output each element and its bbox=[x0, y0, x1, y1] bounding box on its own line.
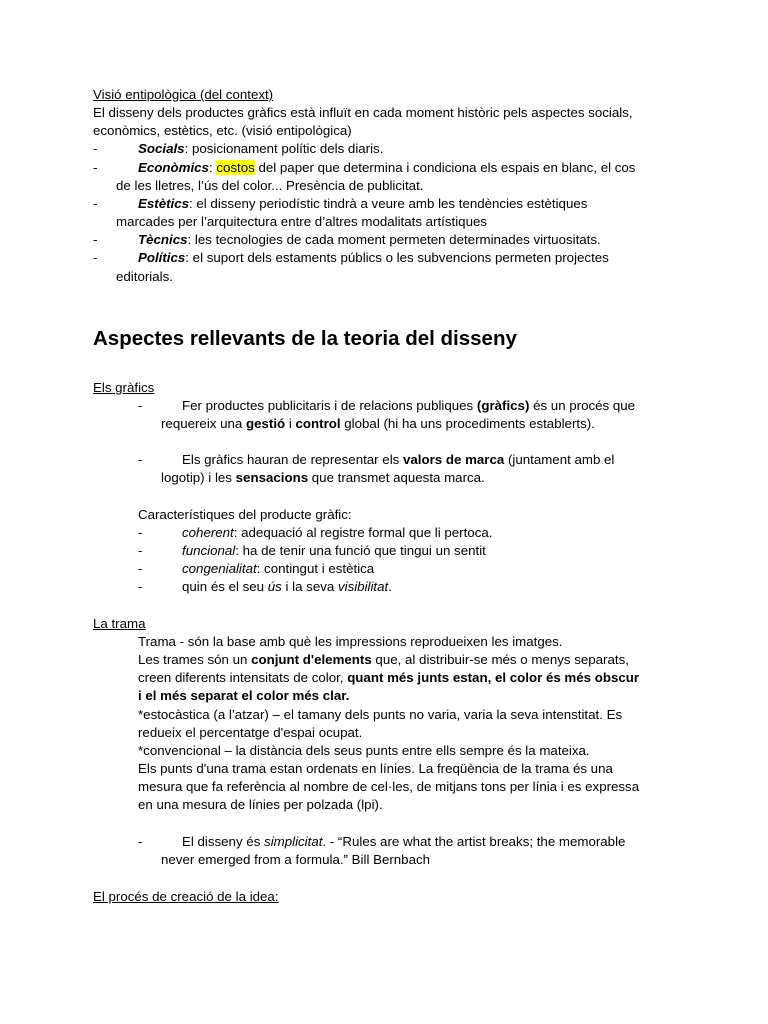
paragraph-line: redueix el percentatge d'espai ocupat. bbox=[138, 725, 363, 740]
paragraph-line: mesura que fa referència al nombre de cel·les, de mitjans tons per línia i es expressa bbox=[138, 779, 640, 794]
list-item-grafics-2: Els gràfics hauran de representar els valors de marca (juntament amb el bbox=[182, 452, 615, 467]
section-heading-visio: Visió entipològica (del context) bbox=[93, 87, 274, 102]
list-item-continuation: de les lletres, l’ús del color... Presència de publicitat. bbox=[116, 178, 424, 193]
list-dash: - bbox=[138, 398, 143, 413]
paragraph-line: Les trames són un conjunt d'elements que, al distribuir-se més o menys separats, bbox=[138, 652, 629, 667]
section-heading-proces: El procés de creació de la idea: bbox=[93, 889, 279, 904]
list-dash: - bbox=[93, 196, 98, 211]
list-item-funcional: funcional: ha de tenir una funció que tingui un sentit bbox=[182, 543, 486, 558]
list-dash: - bbox=[93, 232, 98, 247]
list-item-continuation: marcades per l’arquitectura entre d’altres modalitats artístiques bbox=[116, 214, 488, 229]
paragraph-line: El disseny dels productes gràfics està influït en cada moment històric pels aspectes socials, bbox=[93, 105, 633, 120]
list-item-coherent: coherent: adequació al registre formal que li pertoca. bbox=[182, 525, 493, 540]
list-dash: - bbox=[138, 561, 143, 576]
list-dash: - bbox=[93, 250, 98, 265]
paragraph-line: *estocàstica (a l’atzar) – el tamany dels punts no varia, varia la seva intenstitat. Es bbox=[138, 707, 623, 722]
paragraph-line: *convencional – la distància dels seus punts entre ells sempre és la mateixa. bbox=[138, 743, 590, 758]
paragraph-line: creen diferents intensitats de color, quant més junts estan, el color és més obscur bbox=[138, 670, 640, 685]
list-item-us: quin és el seu ús i la seva visibilitat. bbox=[182, 579, 392, 594]
list-item-continuation: requereix una gestió i control global (hi ha uns procediments establerts). bbox=[161, 416, 595, 431]
list-item-politics: Polítics: el suport dels estaments públics o les subvencions permeten projectes bbox=[138, 250, 609, 265]
paragraph-line: econòmics, estètics, etc. (visió entipològica) bbox=[93, 123, 352, 138]
list-dash: - bbox=[138, 452, 143, 467]
paragraph-line: i el més separat el color més clar. bbox=[138, 688, 350, 703]
list-item-grafics-1: Fer productes publicitaris i de relacions publiques (gràfics) és un procés que bbox=[182, 398, 636, 413]
section-heading-grafics: Els gràfics bbox=[93, 380, 155, 395]
list-dash: - bbox=[138, 579, 143, 594]
list-dash: - bbox=[93, 160, 98, 175]
list-item-continuation: never emerged from a formula.” Bill Bernbach bbox=[161, 852, 431, 867]
paragraph-line: en una mesura de línies per polzada (lpi). bbox=[138, 797, 383, 812]
list-item-continuation: editorials. bbox=[116, 269, 173, 284]
list-item-tecnics: Tècnics: les tecnologies de cada moment permeten determinades virtuositats. bbox=[138, 232, 601, 247]
list-item-estetics: Estètics: el disseny periodístic tindrà a veure amb les tendències estètiques bbox=[138, 196, 588, 211]
paragraph-line: Els punts d'una trama estan ordenats en línies. La freqüència de la trama és una bbox=[138, 761, 613, 776]
list-item-quote: El disseny és simplicitat. - “Rules are what the artist breaks; the memorable bbox=[182, 834, 626, 849]
list-dash: - bbox=[138, 834, 143, 849]
list-item-congenialitat: congenialitat: contingut i estètica bbox=[182, 561, 375, 576]
list-item-continuation: logotip) i les sensacions que transmet aquesta marca. bbox=[161, 470, 485, 485]
highlighted-text: costos bbox=[216, 160, 255, 175]
list-item-economics: Econòmics: costos del paper que determina i condiciona els espais en blanc, el cos bbox=[138, 160, 636, 175]
list-dash: - bbox=[93, 141, 98, 156]
list-item-socials: Socials: posicionament polític dels diaris. bbox=[138, 141, 384, 156]
subheading-caracteristiques: Característiques del producte gràfic: bbox=[138, 507, 352, 522]
list-dash: - bbox=[138, 543, 143, 558]
section-heading-trama: La trama bbox=[93, 616, 146, 631]
list-dash: - bbox=[138, 525, 143, 540]
page-title: Aspectes rellevants de la teoria del disseny bbox=[93, 327, 517, 350]
paragraph-line: Trama - són la base amb què les impressions reprodueixen les imatges. bbox=[138, 634, 563, 649]
